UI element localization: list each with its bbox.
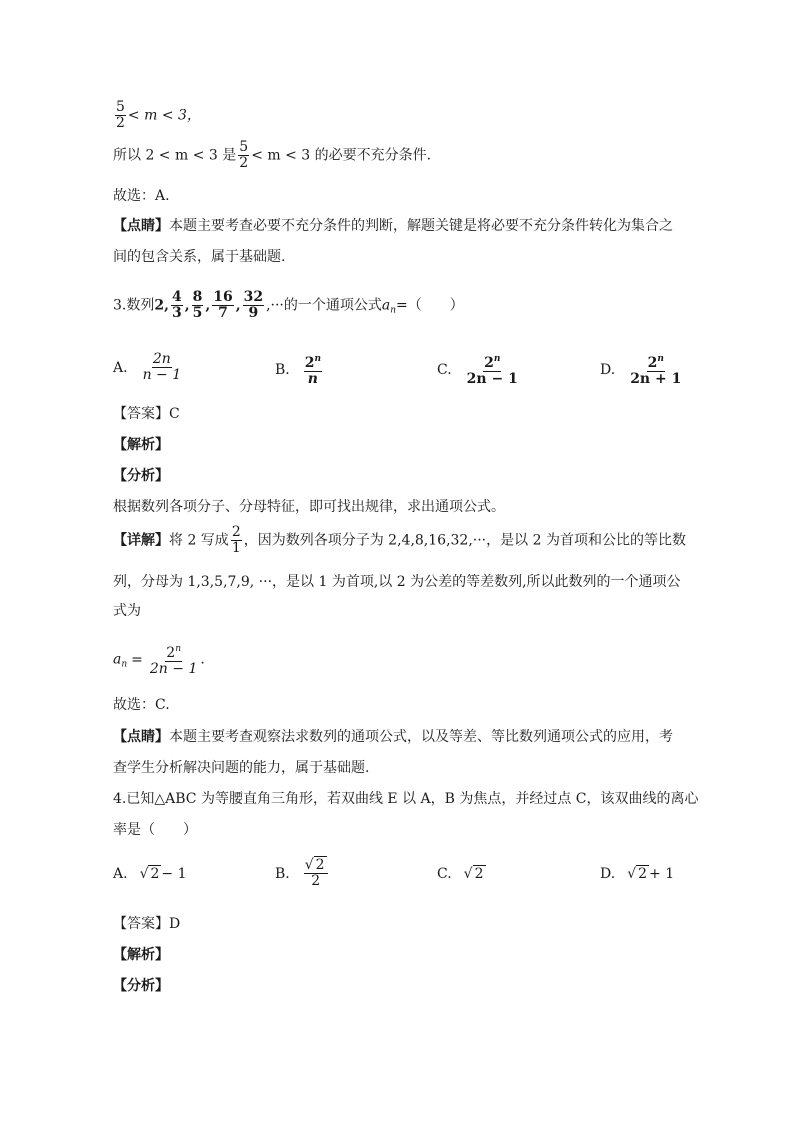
fenxi-3-text: 根据数列各项分子、分母特征，即可找出规律，求出通项公式。 [113, 499, 505, 515]
dianjing-1-cont: 间的包含关系，属于基础题. [113, 249, 286, 265]
conclusion-line: 所以 2 < m < 3 是 $\frac{5}{2}$ < m < 3 的必要不充分条件. [113, 139, 432, 171]
q4-option-c: C. √ 2 [437, 866, 484, 882]
detail-3-line3: 式为 [113, 603, 141, 619]
q3-option-b: B. $\frac{2^n}{n}$ [275, 354, 322, 387]
fraction-5-2: $\frac{5}{2}$ [116, 99, 125, 131]
fraction-5-2: $\frac{5}{2}$ [239, 139, 249, 171]
seq-term-4: $\frac{16}{7}$ [213, 289, 233, 321]
jiexi-3: 【解析】 [113, 437, 169, 453]
detail-3: 【详解】将 2 写成 $\frac{2}{1}$ ，因为数列各项分子为 2,4,8,16,32,···，是以 2 为首项和公比的等比数 [113, 524, 686, 556]
dianjing-3-cont: 查学生分析解决问题的能力，属于基础题. [113, 760, 370, 776]
answer-4: 【答案】D [113, 916, 181, 932]
q3-option-d: D. $\frac{2^n}{2n + 1}$ [600, 354, 682, 387]
fenxi-3: 【分析】 [113, 468, 169, 484]
jiexi-4: 【解析】 [113, 947, 169, 963]
seq-term-2: $\frac{4}{3}$ [171, 289, 182, 321]
formula-an: $a_n$ = $\frac{2^n}{2n - 1}$ . [113, 644, 205, 677]
question-4: 4.已知△ABC 为等腰直角三角形，若双曲线 E 以 A，B 为焦点，并经过点 C，该双曲线的离心 [113, 791, 699, 807]
q3-option-c: C. $\frac{2^n}{2n - 1}$ [437, 354, 518, 387]
q3-option-a: A. $\frac{2n}{n - 1}$ [113, 351, 182, 383]
ineq-line-1: $\frac{5}{2}$ < m < 3， [116, 99, 201, 131]
dianjing-3: 【点睛】本题主要考查观察法求数列的通项公式，以及等差、等比数列通项公式的应用，考 [113, 729, 673, 745]
select-c: 故选：C. [113, 697, 170, 713]
fenxi-4: 【分析】 [113, 978, 169, 994]
q4-option-a: A. √ 2 − 1 [113, 866, 187, 882]
detail-3-line2: 列，分母为 1,3,5,7,9, ···，是以 1 为首项,以 2 为公差的等差数列,所以此数列的一个通项公 [113, 574, 681, 590]
q4-option-d: D. √ 2 + 1 [600, 866, 675, 882]
question-3: 3.数列2, $\frac{4}{3}$ , $\frac{8}{5}$ , $\frac{16}{7}$ , $\frac{32}{9}$ ,···的一个通项公式$a_n=$（ ） [113, 289, 464, 321]
q4-option-b: B. $\frac{√ 2}{2}$ [275, 858, 330, 889]
select-a: 故选：A. [113, 188, 170, 204]
dianjing-1: 【点睛】本题主要考查必要不充分条件的判断，解题关键是将必要不充分条件转化为集合之 [113, 218, 673, 234]
seq-term-3: $\frac{8}{5}$ [192, 289, 203, 321]
question-4-cont: 率是（ ） [113, 822, 197, 838]
seq-term-5: $\frac{32}{9}$ [243, 289, 264, 321]
answer-3: 【答案】C [113, 406, 180, 422]
